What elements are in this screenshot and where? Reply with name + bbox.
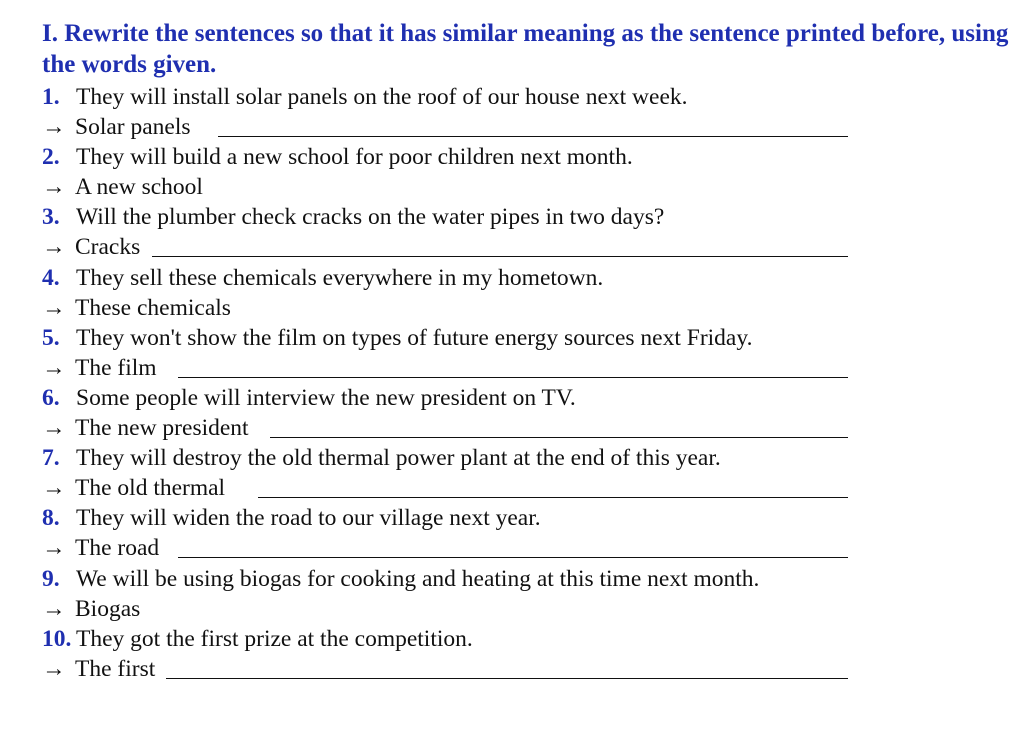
answer-row <box>42 232 1002 262</box>
answer-row <box>42 473 1002 503</box>
answer-row <box>42 594 1002 624</box>
question-text: They will build a new school for poor children next month. <box>76 144 633 171</box>
answer-prompt: Solar panels <box>75 114 191 140</box>
exercise-item-3 <box>42 202 1002 262</box>
arrow-icon: → <box>42 535 66 562</box>
answer-prompt: The old thermal <box>75 475 226 502</box>
question-number: 2. <box>42 144 60 171</box>
answer-blank-line[interactable] <box>178 377 848 378</box>
question-row <box>42 624 1002 654</box>
exercise-item-4 <box>42 263 1002 323</box>
question-number: 7. <box>42 445 60 472</box>
answer-row <box>42 112 1002 142</box>
answer-prompt: Biogas <box>75 595 141 622</box>
question-text: They will destroy the old thermal power plant at the end of this year. <box>76 445 721 472</box>
exercise-item-6 <box>42 383 1002 443</box>
answer-row <box>42 413 1002 443</box>
answer-blank-line[interactable] <box>270 437 848 438</box>
question-text: Will the plumber check cracks on the water pipes in two days? <box>76 204 665 231</box>
exercise-item-10 <box>42 624 1002 684</box>
answer-row <box>42 533 1002 563</box>
answer-blank-line[interactable] <box>178 557 848 558</box>
question-number: 9. <box>42 565 60 592</box>
answer-row <box>42 353 1002 383</box>
answer-blank-line[interactable] <box>152 256 848 257</box>
arrow-icon: → <box>42 294 66 321</box>
question-row <box>42 443 1002 473</box>
answer-prompt: The new president <box>75 414 249 441</box>
answer-prompt: These chemicals <box>75 294 231 321</box>
question-row <box>42 82 1002 112</box>
arrow-icon: → <box>42 354 66 381</box>
answer-prompt: The film <box>75 354 157 381</box>
answer-prompt: The first <box>75 655 156 682</box>
answer-prompt: A new school <box>75 174 203 201</box>
arrow-icon: → <box>42 414 66 441</box>
question-number: 5. <box>42 324 60 351</box>
answer-row <box>42 293 1002 323</box>
question-text: They will install solar panels on the roof of our house next week. <box>76 84 688 110</box>
answer-prompt: The road <box>75 535 160 562</box>
answer-row <box>42 654 1002 684</box>
exercise-item-7 <box>42 443 1002 503</box>
exercise-item-5 <box>42 323 1002 383</box>
question-text: They won't show the film on types of future energy sources next Friday. <box>76 324 753 351</box>
question-text: They will widen the road to our village next year. <box>76 505 541 532</box>
answer-row <box>42 172 1002 202</box>
question-number: 6. <box>42 384 60 411</box>
question-text: They sell these chemicals everywhere in my hometown. <box>76 264 604 291</box>
answer-blank-line[interactable] <box>166 678 848 679</box>
question-row <box>42 202 1002 232</box>
arrow-icon: → <box>42 174 66 201</box>
question-text: Some people will interview the new president on TV. <box>76 384 576 411</box>
arrow-icon: → <box>42 114 66 140</box>
question-row <box>42 383 1002 413</box>
question-row <box>42 142 1002 172</box>
answer-blank-line[interactable] <box>218 136 848 137</box>
question-row <box>42 263 1002 293</box>
arrow-icon: → <box>42 475 66 502</box>
arrow-icon: → <box>42 595 66 622</box>
question-row <box>42 564 1002 594</box>
question-text: We will be using biogas for cooking and heating at this time next month. <box>76 565 760 592</box>
question-number: 3. <box>42 204 60 231</box>
question-number: 1. <box>42 84 60 110</box>
exercise-list <box>42 82 1002 684</box>
question-row <box>42 503 1002 533</box>
exercise-item-9 <box>42 564 1002 624</box>
arrow-icon: → <box>42 234 66 261</box>
exercise-heading: I. Rewrite the sentences so that it has similar meaning as the sentence printed before, using the words given. <box>42 20 1009 78</box>
arrow-icon: → <box>42 655 66 682</box>
exercise-item-1 <box>42 82 1002 142</box>
question-text: They got the first prize at the competition. <box>76 625 473 652</box>
answer-blank-line[interactable] <box>258 497 848 498</box>
answer-prompt: Cracks <box>75 234 141 261</box>
question-number: 10. <box>42 625 72 652</box>
question-number: 4. <box>42 264 60 291</box>
question-number: 8. <box>42 505 60 532</box>
exercise-item-8 <box>42 503 1002 563</box>
exercise-item-2 <box>42 142 1002 202</box>
question-row <box>42 323 1002 353</box>
